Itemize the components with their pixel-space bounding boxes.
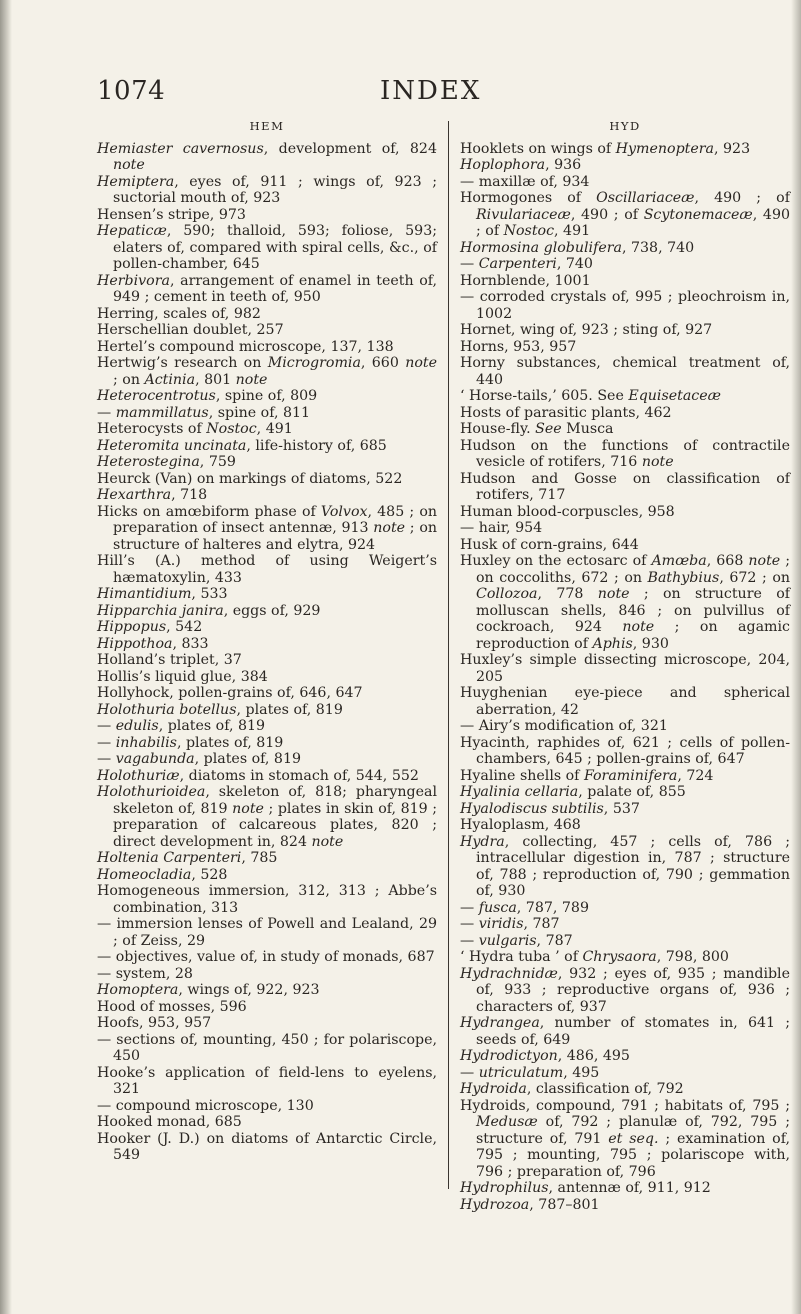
index-entry-text: Hollis’s liquid glue, 384 bbox=[97, 668, 268, 685]
index-entry-text: Hornet, wing of, 923 ; sting of, 927 bbox=[460, 322, 713, 338]
index-entry-text: — immersion lenses of Powell and Lealand, 29 ; of Zeiss, 29 bbox=[97, 916, 437, 949]
index-entry-text: Horns, 953, 957 bbox=[460, 338, 577, 355]
index-entry bbox=[97, 421, 437, 438]
index-entry bbox=[460, 1197, 790, 1214]
index-entry bbox=[460, 735, 790, 768]
index-entry-italic-text: Bathybius bbox=[647, 569, 720, 586]
index-entry bbox=[97, 306, 437, 323]
index-entry bbox=[460, 322, 790, 339]
index-entry-italic-text: Hydrophilus bbox=[460, 1180, 549, 1196]
index-entry bbox=[460, 784, 790, 801]
index-entry-text: , 486, 495 bbox=[557, 1048, 630, 1064]
index-entry bbox=[460, 520, 790, 537]
index-entry-italic-text: Collozoa bbox=[476, 586, 538, 602]
index-entry-text: , 491 bbox=[554, 223, 591, 239]
index-entry bbox=[97, 388, 437, 405]
right-column bbox=[460, 118, 790, 1213]
index-entry-text: , 778 bbox=[537, 586, 598, 602]
index-entry-text: Human blood-corpuscles, 958 bbox=[460, 503, 675, 520]
index-entry-text: Heurck (Van) on markings of diatoms, 522 bbox=[97, 470, 403, 487]
index-entry bbox=[97, 174, 437, 207]
index-entry-italic-text: Medusæ bbox=[476, 1114, 538, 1130]
index-entry-text: , 759 bbox=[199, 454, 236, 470]
index-entry bbox=[460, 768, 790, 785]
index-entry-italic-text: Holothuriæ bbox=[97, 767, 180, 784]
index-entry bbox=[460, 652, 790, 685]
index-entry-text: of, 792 ; planulæ of, 792, 795 ; structure of, 791 bbox=[476, 1114, 790, 1147]
index-entry-text: Hoofs, 953, 957 bbox=[97, 1015, 212, 1031]
index-entry-text: Heterocysts of bbox=[97, 421, 207, 437]
index-entry-text: , arrangement of enamel in teeth of, 949 ; cement in teeth of, 950 bbox=[113, 272, 437, 305]
index-entry bbox=[97, 735, 437, 752]
index-entry-text: — objectives, value of, in study of monads, 687 bbox=[97, 949, 435, 965]
index-entry bbox=[460, 1048, 790, 1065]
left-entries bbox=[97, 141, 437, 1164]
index-entry-text: ; on coccoliths, 672 ; on bbox=[476, 553, 790, 586]
index-entry-italic-text: Hipparchia janira bbox=[97, 602, 224, 619]
index-entry-italic-text: Amœba bbox=[651, 553, 707, 569]
index-entry-text: — bbox=[460, 899, 479, 916]
index-entry-italic-text: Hydroida bbox=[460, 1081, 527, 1097]
index-entry bbox=[460, 801, 790, 818]
index-entry-italic-text: vagabunda bbox=[115, 751, 195, 767]
index-entry-italic-text: Heteromita uncinata bbox=[97, 437, 247, 454]
index-entry-text: Hyaline shells of bbox=[460, 767, 584, 784]
index-entry bbox=[97, 322, 437, 339]
index-entry-text: , plates of, 819 bbox=[176, 734, 284, 751]
index-entry-text: , 740 bbox=[556, 256, 593, 272]
index-entry bbox=[97, 1114, 437, 1131]
index-entry bbox=[97, 949, 437, 966]
index-entry-text: — bbox=[460, 256, 479, 272]
index-entry-text: , 590; thalloid, 593; foliose, 593; elaters of, compared with spiral cells, &c., of pollen-chamber, 645 bbox=[113, 223, 437, 272]
index-entry-text: Hooker (J. D.) on diatoms of Antarctic Circle, 549 bbox=[97, 1130, 437, 1163]
index-entry-text: , plates of, 819 bbox=[236, 701, 343, 718]
index-entry-italic-text: Hydrachnidæ bbox=[460, 965, 558, 982]
index-entry-italic-text: Hippothoa bbox=[97, 635, 173, 652]
index-entry-text: ; on bbox=[113, 371, 145, 388]
index-entry bbox=[97, 999, 437, 1016]
index-entry-italic-text: Equisetaceæ bbox=[628, 388, 721, 404]
index-entry-italic-text: Carpenteri bbox=[478, 256, 557, 272]
index-entry-text: — corroded crystals of, 995 ; pleochroism in, 1002 bbox=[460, 289, 790, 322]
index-entry-text: ‘ Horse-tails,’ 605. See bbox=[460, 388, 629, 404]
index-entry bbox=[460, 421, 790, 438]
index-entry-text: — bbox=[97, 404, 116, 421]
index-entry bbox=[460, 834, 790, 900]
index-entry-italic-text: Hoplophora bbox=[460, 157, 546, 173]
index-entry bbox=[460, 504, 790, 521]
index-entry-italic-text: Hexarthra bbox=[97, 487, 172, 503]
index-entry-italic-text: note bbox=[641, 454, 674, 470]
index-entry-italic-text: utriculatum bbox=[478, 1064, 564, 1081]
index-entry-text: , wings of, 922, 923 bbox=[178, 982, 320, 998]
index-entry-text: Hill’s (A.) method of using Weigert’s hæmatoxylin, 433 bbox=[97, 553, 437, 586]
index-entry-text: , 490 ; of bbox=[570, 206, 644, 223]
index-entry-italic-text: Homeocladia bbox=[97, 866, 192, 883]
index-entry bbox=[97, 966, 437, 983]
index-entry-text: ; examination of, 795 ; mounting, 795 ; polariscope with, 796 ; preparation of, 796 bbox=[476, 1130, 790, 1180]
index-entry-italic-text: note bbox=[232, 800, 264, 817]
index-entry-text: , plates of, 819 bbox=[158, 718, 266, 734]
index-entry bbox=[97, 784, 437, 850]
index-entry-italic-text: note bbox=[748, 553, 781, 569]
index-entry-text: Hooked monad, 685 bbox=[97, 1114, 242, 1130]
index-entry bbox=[460, 1081, 790, 1098]
index-entry bbox=[460, 817, 790, 834]
index-entry-italic-text: Hepaticæ bbox=[97, 223, 167, 239]
index-entry-italic-text: note bbox=[597, 586, 630, 602]
index-entry-text: — bbox=[460, 932, 479, 949]
index-entry bbox=[97, 652, 437, 669]
index-entry-text: Huyghenian eye-piece and spherical aberration, 42 bbox=[460, 685, 790, 718]
index-entry-text: Hollyhock, pollen-grains of, 646, 647 bbox=[97, 685, 363, 701]
index-entry bbox=[97, 273, 437, 306]
index-entry-text: Hudson and Gosse on classification of rotifers, 717 bbox=[460, 470, 790, 503]
index-entry-italic-text: Hippopus bbox=[97, 619, 167, 635]
index-entry-text: , eggs of, 929 bbox=[223, 602, 321, 619]
index-entry-text: — system, 28 bbox=[97, 965, 193, 982]
index-entry-text: , 936 bbox=[545, 157, 582, 173]
index-entry-text: Huxley’s simple dissecting microscope, 204, 205 bbox=[460, 652, 790, 685]
index-entry-italic-text: Hyalinia cellaria bbox=[460, 784, 579, 800]
index-entry bbox=[97, 355, 437, 388]
index-entry bbox=[97, 405, 437, 422]
index-entry-text: , 528 bbox=[191, 866, 228, 883]
index-entry-text: ; on structure of molluscan shells, 846 ; on pulvillus of cockroach, 924 bbox=[476, 586, 791, 635]
index-entry-italic-text: Holtenia Carpenteri bbox=[97, 850, 242, 866]
index-entry-text: , 537 bbox=[603, 800, 640, 817]
index-entry-text: , 672 ; on bbox=[719, 569, 790, 586]
index-entry bbox=[97, 982, 437, 999]
right-entries bbox=[460, 141, 790, 1214]
index-entry-text: , 491 bbox=[256, 421, 293, 437]
index-entry-italic-text: Hyalodiscus subtilis bbox=[460, 800, 604, 817]
index-entry bbox=[460, 1065, 790, 1082]
index-entry-italic-text: Heterocentrotus bbox=[97, 388, 216, 404]
index-entry bbox=[97, 883, 437, 916]
index-entry-text: Hydroids, compound, 791 ; habitats of, 795 ; bbox=[460, 1097, 790, 1114]
column-divider bbox=[448, 121, 449, 1189]
index-entry bbox=[460, 190, 790, 240]
index-entry bbox=[460, 289, 790, 322]
index-entry-text: , 785 bbox=[241, 850, 278, 866]
index-entry-text: , 923 bbox=[714, 140, 751, 157]
index-entry-text: , 490 ; of bbox=[694, 190, 790, 206]
index-entry-text: Hooke’s application of field-lens to eyelens, 321 bbox=[97, 1064, 437, 1097]
index-entry-italic-text: Nostoc bbox=[503, 223, 555, 239]
index-entry bbox=[97, 553, 437, 586]
index-entry bbox=[460, 438, 790, 471]
index-entry bbox=[97, 471, 437, 488]
index-entry bbox=[97, 702, 437, 719]
page-gutter-shadow bbox=[0, 0, 12, 1314]
index-entry-text: — compound microscope, 130 bbox=[97, 1097, 314, 1114]
index-entry bbox=[460, 240, 790, 257]
index-entry-italic-text: Nostoc bbox=[206, 421, 257, 437]
page-number: 1074 bbox=[97, 76, 166, 106]
index-entry bbox=[97, 850, 437, 867]
index-entry bbox=[460, 388, 790, 405]
index-entry-text: , 801 bbox=[195, 371, 236, 388]
index-entry-text: , antennæ of, 911, 912 bbox=[548, 1180, 711, 1196]
index-entry-italic-text: Hymenoptera bbox=[615, 140, 715, 157]
index-entry bbox=[97, 867, 437, 884]
index-entry-text: Musca bbox=[561, 421, 614, 437]
index-entry-italic-text: note bbox=[113, 157, 145, 173]
index-entry bbox=[97, 1131, 437, 1164]
index-entry-italic-text: Rivulariaceæ bbox=[476, 206, 571, 223]
index-entry bbox=[97, 1098, 437, 1115]
index-entry-text: Hicks on amœbiform phase of bbox=[97, 503, 321, 520]
index-entry-text: Hooklets on wings of bbox=[460, 140, 616, 157]
index-entry-text: , 787, 789 bbox=[516, 899, 589, 916]
index-entry-italic-text: note bbox=[235, 371, 268, 388]
index-entry-italic-text: See bbox=[535, 421, 562, 437]
index-entry-italic-text: Herbivora bbox=[97, 272, 170, 289]
index-entry-italic-text: edulis bbox=[115, 718, 159, 734]
index-entry-italic-text: Aphis bbox=[592, 635, 633, 652]
index-entry-text: Hertwig’s research on bbox=[97, 355, 268, 371]
index-entry-text: Hertel’s compound microscope, 137, 138 bbox=[97, 338, 394, 355]
index-entry bbox=[97, 718, 437, 735]
index-entry-italic-text: Chrysaora bbox=[582, 949, 657, 965]
index-entry-text: ; plates in skin of, 819 ; preparation of calcareous plates, 820 ; direct development in, 824 bbox=[113, 800, 437, 850]
index-entry bbox=[97, 669, 437, 686]
index-entry bbox=[460, 141, 790, 158]
index-entry-text: , diatoms in stomach of, 544, 552 bbox=[179, 767, 419, 784]
index-entry-text: , spine of, 809 bbox=[215, 388, 318, 404]
index-entry-text: , 787–801 bbox=[529, 1196, 600, 1213]
index-entry-italic-text: Heterostegina bbox=[97, 454, 200, 470]
index-entry bbox=[97, 685, 437, 702]
index-entry-italic-text: vulgaris bbox=[478, 932, 537, 949]
index-entry-text: — bbox=[460, 1064, 479, 1081]
index-entry-text: , development of, 824 bbox=[263, 140, 437, 157]
index-entry bbox=[460, 174, 790, 191]
index-entry-text: — bbox=[97, 718, 116, 734]
index-entry-text: Husk of corn-grains, 644 bbox=[460, 536, 639, 553]
index-entry bbox=[97, 916, 437, 949]
index-entry-text: — maxillæ of, 934 bbox=[460, 173, 590, 190]
index-entry-italic-text: Microgromia bbox=[267, 355, 361, 371]
index-entry-text: , 533 bbox=[191, 586, 228, 602]
index-entry bbox=[97, 619, 437, 636]
index-entry bbox=[460, 966, 790, 1016]
index-entry-text: , eyes of, 911 ; wings of, 923 ; suctorial mouth of, 923 bbox=[113, 173, 437, 206]
index-entry-text: , 738, 740 bbox=[621, 239, 695, 256]
index-entry-italic-text: note bbox=[373, 520, 406, 536]
index-entry-text: Horny substances, chemical treatment of, 440 bbox=[460, 355, 790, 388]
index-entry bbox=[460, 685, 790, 718]
index-entry-text: — Airy’s modification of, 321 bbox=[460, 718, 668, 734]
index-entry-italic-text: Homoptera bbox=[97, 982, 179, 998]
index-entry-text: Herring, scales of, 982 bbox=[97, 305, 261, 322]
index-entry-italic-text: Volvox bbox=[320, 503, 368, 520]
index-entry-text: Herschellian doublet, 257 bbox=[97, 322, 284, 338]
index-entry bbox=[460, 916, 790, 933]
index-entry bbox=[460, 949, 790, 966]
index-entry-text: ; on structure of halteres and elytra, 924 bbox=[113, 520, 437, 553]
index-entry-text: , palate of, 855 bbox=[578, 784, 686, 800]
index-entry-text: , 485 ; on preparation of insect antennæ, 913 bbox=[113, 503, 437, 536]
index-entry-text: , number of stomates in, 641 ; seeds of, 649 bbox=[476, 1015, 790, 1048]
index-entry-text: House-fly. bbox=[460, 421, 536, 437]
index-entry bbox=[460, 1015, 790, 1048]
index-entry bbox=[97, 223, 437, 273]
index-entry-italic-text: Himantidium bbox=[97, 586, 192, 602]
left-column-header: HEM bbox=[249, 119, 285, 133]
index-entry bbox=[460, 157, 790, 174]
index-entry-italic-text: note bbox=[311, 833, 344, 850]
index-entry-italic-text: Actinia bbox=[144, 371, 196, 388]
index-entry-text: — bbox=[97, 734, 116, 751]
index-entry-italic-text: Holothurioidea bbox=[97, 784, 206, 800]
index-entry bbox=[97, 487, 437, 504]
index-entry-text: , 724 bbox=[677, 767, 714, 784]
index-entry bbox=[460, 355, 790, 388]
index-entry-text: , plates of, 819 bbox=[194, 751, 301, 767]
index-entry bbox=[97, 636, 437, 653]
index-entry-text: Hudson on the functions of contractile vesicle of rotifers, 716 bbox=[460, 437, 790, 470]
index-entry bbox=[97, 339, 437, 356]
index-entry-italic-text: fusca bbox=[478, 899, 517, 916]
right-column-header: HYD bbox=[609, 119, 641, 133]
index-entry-text: — sections of, mounting, 450 ; for polariscope, 450 bbox=[97, 1031, 437, 1064]
index-entry-text: , 542 bbox=[166, 619, 203, 635]
index-entry bbox=[460, 553, 790, 652]
index-entry-text: , collecting, 457 ; cells of, 786 ; intracellular digestion in, 787 ; structure of, 788 ; reproduction of, 790 ; gemmation of, 930 bbox=[476, 833, 790, 899]
running-head: INDEX bbox=[380, 76, 482, 106]
index-entry-text: — bbox=[460, 916, 479, 932]
index-entry-text: Hormogones of bbox=[460, 190, 597, 206]
index-entry-text: Hornblende, 1001 bbox=[460, 272, 591, 289]
index-entry bbox=[460, 900, 790, 917]
page-edge-shadow bbox=[791, 0, 801, 1314]
index-entry bbox=[460, 1098, 790, 1181]
index-entry-text: , spine of, 811 bbox=[208, 404, 311, 421]
index-entry-text: , 787 bbox=[536, 932, 573, 949]
index-entry-text: Hyacinth, raphides of, 621 ; cells of pollen-chambers, 645 ; pollen-grains of, 647 bbox=[460, 734, 790, 767]
index-entry-text: , 718 bbox=[171, 487, 208, 503]
index-entry bbox=[97, 768, 437, 785]
index-entry-italic-text: viridis bbox=[478, 916, 524, 932]
index-entry-italic-text: Hydrangea bbox=[460, 1015, 540, 1031]
index-entry-italic-text: Oscillariaceæ bbox=[596, 190, 695, 206]
index-entry-text: , 833 bbox=[172, 635, 209, 652]
index-entry-text: Huxley on the ectosarc of bbox=[460, 553, 652, 569]
index-entry-italic-text: Scytonemaceæ bbox=[643, 206, 753, 223]
index-entry-text: , 932 ; eyes of, 935 ; mandible of, 933 ; reproductive organs of, 936 ; characters of, 937 bbox=[476, 965, 790, 1015]
index-entry-italic-text: Hydra bbox=[460, 833, 505, 850]
index-entry bbox=[460, 256, 790, 273]
index-entry-text: , 787 bbox=[523, 916, 560, 932]
index-entry bbox=[97, 751, 437, 768]
index-entry-italic-text: note bbox=[405, 355, 437, 371]
index-entry bbox=[97, 1015, 437, 1032]
index-entry-text: , 668 bbox=[706, 553, 749, 569]
index-entry-text: , 660 bbox=[360, 355, 406, 371]
index-entry-text: , life-history of, 685 bbox=[246, 437, 387, 454]
index-entry-text: Hood of mosses, 596 bbox=[97, 998, 247, 1015]
index-entry-text: , 798, 800 bbox=[656, 949, 729, 965]
index-entry-italic-text: Hydrozoa bbox=[460, 1196, 530, 1213]
index-entry-italic-text: note bbox=[622, 619, 655, 635]
index-entry-italic-text: Hormosina globulifera bbox=[460, 239, 622, 256]
index-entry-italic-text: Hydrodictyon bbox=[460, 1048, 558, 1064]
index-entry-text: , skeleton of, 818; pharyngeal skeleton of, 819 bbox=[113, 784, 437, 817]
index-entry-text: Hensen’s stripe, 973 bbox=[97, 206, 246, 223]
index-entry-text: — hair, 954 bbox=[460, 520, 543, 536]
index-entry bbox=[460, 718, 790, 735]
index-entry bbox=[460, 933, 790, 950]
index-entry-text: ; on agamic reproduction of bbox=[476, 619, 790, 652]
index-entry-text: Hyaloplasm, 468 bbox=[460, 817, 581, 833]
index-entry-text: Holland’s triplet, 37 bbox=[97, 652, 242, 668]
index-entry-text: ‘ Hydra tuba ’ of bbox=[460, 949, 583, 965]
index-entry bbox=[460, 1180, 790, 1197]
index-entry bbox=[97, 586, 437, 603]
index-entry bbox=[97, 504, 437, 554]
index-entry bbox=[97, 603, 437, 620]
index-entry bbox=[97, 454, 437, 471]
index-entry bbox=[97, 207, 437, 224]
index-entry bbox=[460, 339, 790, 356]
index-entry bbox=[460, 537, 790, 554]
index-entry-text: , 930 bbox=[632, 635, 669, 652]
index-entry-text: Hosts of parasitic plants, 462 bbox=[460, 404, 672, 421]
index-entry-italic-text: Hemiaster cavernosus bbox=[97, 140, 264, 157]
index-entry-text: , 490 ; of bbox=[476, 206, 790, 239]
index-entry bbox=[460, 273, 790, 290]
index-entry-italic-text: Foraminifera bbox=[583, 767, 678, 784]
index-entry-text: — bbox=[97, 751, 116, 767]
index-entry bbox=[97, 1065, 437, 1098]
index-entry bbox=[460, 405, 790, 422]
index-entry-italic-text: Holothuria botellus bbox=[97, 701, 237, 718]
index-entry-text: , classification of, 792 bbox=[526, 1081, 684, 1097]
index-entry-italic-text: Hemiptera bbox=[97, 173, 175, 190]
index-entry-italic-text: mammillatus bbox=[115, 404, 209, 421]
index-entry bbox=[97, 141, 437, 174]
index-entry bbox=[97, 1032, 437, 1065]
index-entry-italic-text: inhabilis bbox=[115, 734, 177, 751]
index-entry bbox=[97, 438, 437, 455]
index-entry-italic-text: et seq. bbox=[608, 1130, 659, 1147]
index-entry-text: , 495 bbox=[563, 1064, 600, 1081]
index-entry-text: Homogeneous immersion, 312, 313 ; Abbe’s combination, 313 bbox=[97, 883, 437, 916]
left-column bbox=[97, 118, 437, 1164]
index-entry bbox=[460, 471, 790, 504]
